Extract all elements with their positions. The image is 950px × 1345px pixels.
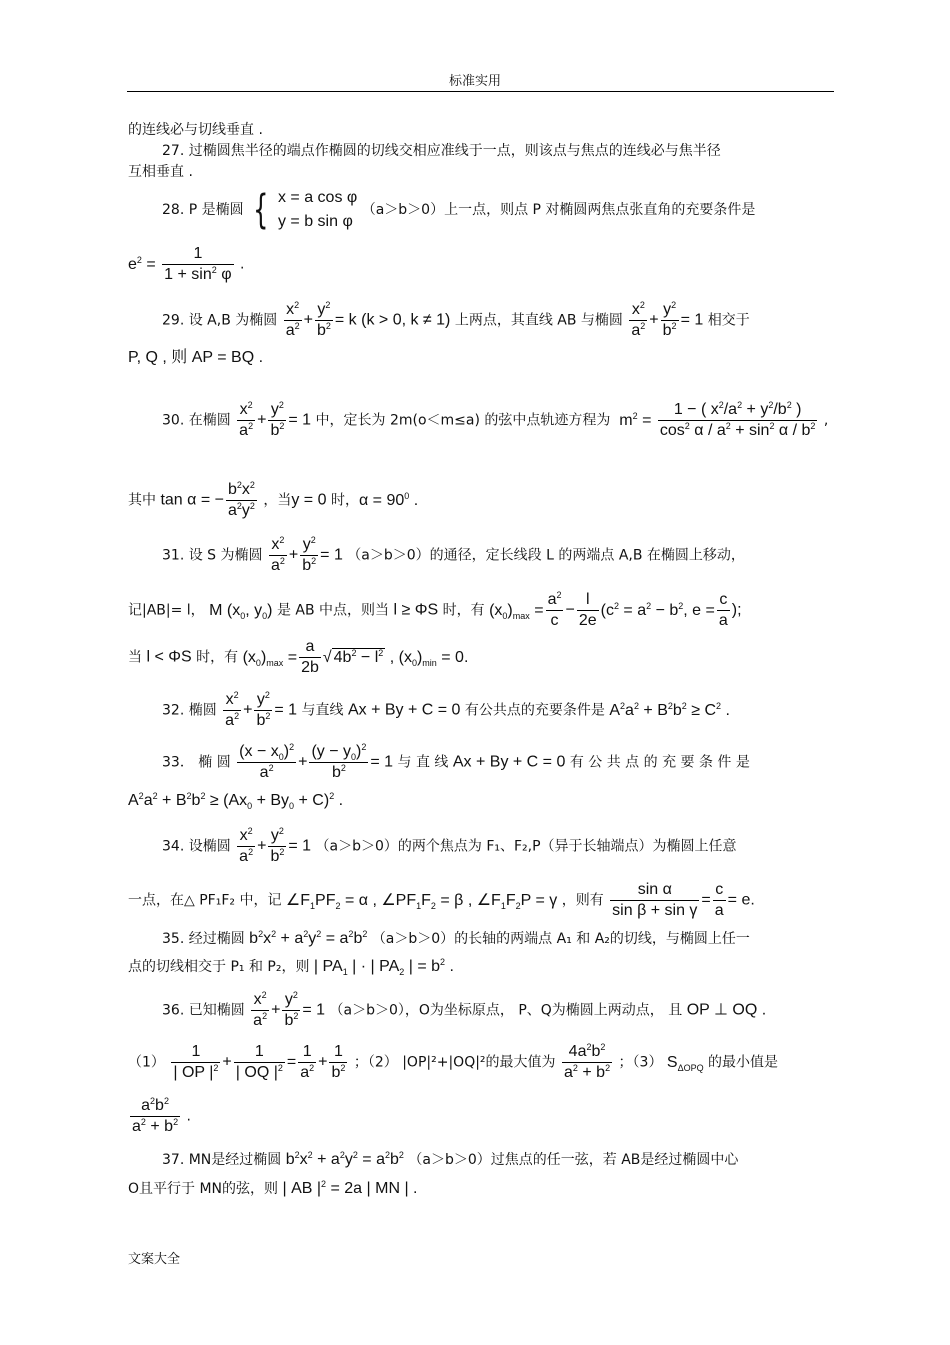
item-31-ab: 记|AB|= l， <box>128 602 205 619</box>
item-28-tail: （a＞b＞0）上一点，则点 P 对椭圆两焦点张直角的充要条件是 <box>361 202 756 218</box>
brace: { <box>253 187 269 233</box>
item-33: 33． 椭 圆 $\frac{(x - x_0)^2}{a^2}$ + $\frac{(y - y_0)^2}{b^2}$ = 1 与 直 线 Ax + By + C = 0 有 公 共 点 的 充 要 条 件 是 <box>162 742 750 781</box>
item-36-min: 的最小值是 <box>708 1054 779 1071</box>
item-29-text: 29. 设 A,B 为椭圆 <box>162 312 278 329</box>
item-30-text: 30. 在椭圆 <box>162 412 231 429</box>
item-32: 32. 椭圆 $\frac{x^2}{a^2}$ + $\frac{y^2}{b^2}$ = 1 与直线 Ax + By + C = 0 有公共点的充要条件是 $A^2a^2 + B^2b^2 \ge C^2$ . <box>162 690 730 729</box>
item-37: 37. MN是经过椭圆 $b^2x^2 + a^2y^2 = a^2b^2$ （a＞b＞0）过焦点的任一弦，若 AB是经过椭圆中心 <box>162 1150 739 1168</box>
item-31-mid: 是 AB 中点，则当 <box>276 602 390 619</box>
item-31-tail: （a＞b＞0）的通径，定长线段 L 的两端点 A,B 在椭圆上移动， <box>347 547 745 564</box>
item-34-tail: （a＞b＞0）的两个焦点为 F₁、F₂,P（异于长轴端点）为椭圆上任意 <box>315 838 737 855</box>
item-35-cont: 点的切线相交于 P₁ 和 P₂，则 | $PA_1$ | · | $PA_2$ | = $b^2$ . <box>128 957 454 977</box>
item-36-tail: （a＞b＞0），O为坐标原点， P、Q为椭圆上两动点， 且 <box>329 1002 683 1019</box>
text-line: 的连线必与切线垂直 . <box>128 122 263 138</box>
item-28-formula: $e^2$ = $\frac{1}{1 + \sin^2 \varphi}$ . <box>128 245 245 283</box>
item-35-text: 35. 经过椭圆 <box>162 931 245 947</box>
item-31-text: 31. 设 S 为椭圆 <box>162 547 263 564</box>
fraction: $\frac{1}{1 + \sin^2 \varphi}$ <box>164 245 232 283</box>
item-34-text: 34. 设椭圆 <box>162 838 231 855</box>
item-30: 30. 在椭圆 $\frac{x^2}{a^2}$ + $\frac{y^2}{b^2}$ = 1 中，定长为 2m(o＜m≤a) 的弦中点轨迹方程为 $m^2$ = $\frac{1 - ( x^2/a^2 + y^2/b^2 )}{\cos^2 \alpha / a^2 + \sin^2 \alpha / b^2}$ , <box>162 400 829 439</box>
item-29-mid: 上两点，其直线 AB 与椭圆 <box>454 312 623 329</box>
item-36-part2: ；（2） |OP|²+|OQ|²的最大值为 <box>353 1054 556 1071</box>
item-31: 31. 设 S 为椭圆 $\frac{x^2}{a^2}$ + $\frac{y^2}{b^2}$ = 1 （a＞b＞0）的通径，定长线段 L 的两端点 A,B 在椭圆上移动， <box>162 535 745 574</box>
item-34-line2: 一点，在△ PF₁F₂ 中，记 $\angle F_1PF_2 = \alpha$ , $\angle PF_1F_2 = \beta$ , $\angle F_1F_2P = \gamma$ ，则有 $\frac{\text{sin α}}{\text{sin β + sin γ}}$ = $\frac{c}{a}$ = e. <box>128 881 755 919</box>
item-28 <box>162 186 872 234</box>
item-31-when: 当 <box>128 649 142 666</box>
item-36-line2: （1） $\frac{1}{| OP |^2}$ + $\frac{1}{| OQ |^2}$ = $\frac{1}{a^2}$ + $\frac{1}{b^2}$ ；（2） |OP|²+|OQ|²的最大值为 $\frac{4a^2b^2}{a^2 + b^2}$ ；（3） $S_{\Delta OPQ}$ 的最小值是 <box>128 1042 779 1081</box>
page-footer: 文案大全 <box>128 1252 181 1267</box>
item-29: 29. 设 A,B 为椭圆 $\frac{x^2}{a^2}$ + $\frac{y^2}{b^2}$ = k (k > 0, k ≠ 1) 上两点，其直线 AB 与椭圆 $\frac{x^2}{a^2}$ + $\frac{y^2}{b^2}$ = 1 相交于 <box>162 300 750 339</box>
item-34-have: ，则有 <box>561 892 604 909</box>
item-32-text: 32. 椭圆 <box>162 702 217 719</box>
item-35-tail: （a＞b＞0）的长轴的两端点 A₁ 和 A₂的切线，与椭圆上任一 <box>371 931 750 947</box>
item-29-cont: P, Q , 则 AP = BQ . <box>128 349 264 366</box>
item-29-tail: 相交于 <box>707 312 750 329</box>
item-30-then: 时， <box>330 492 359 509</box>
item-31-line2: 记|AB|= l， M ($x_0$, $y_0$) 是 AB 中点，则当 l ≥ ΦS 时，有 $(x_0)_{max}$ = $\frac{a^2}{c}$ − $\frac{l}{2e}$ ($c^2 = a^2 - b^2$, e = $\frac{c}{a}$ ); <box>128 590 742 629</box>
param-system: x = a cos φ y = b sin φ <box>277 189 358 230</box>
item-37-cont: O且平行于 MN的弦，则 | AB $|^2 = 2a$ | MN | . <box>128 1179 418 1197</box>
item-31-have2: 时，有 <box>196 649 239 666</box>
item-33-tail: 有 公 共 点 的 充 要 条 件 是 <box>569 754 750 771</box>
item-36-text: 36. 已知椭圆 <box>162 1002 245 1019</box>
item-33-mid: 与 直 线 <box>397 754 449 771</box>
item-37-then: O且平行于 MN的弦，则 <box>128 1181 279 1197</box>
item-35: 35. 经过椭圆 $b^2x^2 + a^2y^2 = a^2b^2$ （a＞b＞0）的长轴的两端点 A₁ 和 A₂的切线，与椭圆上任一 <box>162 929 750 947</box>
item-30-where: 其中 <box>128 492 156 509</box>
item-30-mid: 中，定长为 2m(o＜m≤a) 的弦中点轨迹方程为 <box>315 412 611 429</box>
item-35-then: 点的切线相交于 P₁ 和 P₂，则 <box>128 959 310 975</box>
item-30-cont: 其中 tan α = − $\frac{b^2x^2}{a^2y^2}$ ，当y = 0 时，$\alpha = 90^0$ . <box>128 480 419 519</box>
item-27-cont: 互相垂直 . <box>128 164 193 180</box>
item-32-tail: 有公共点的充要条件是 <box>464 702 605 719</box>
item-33-cont: $A^2a^2 + B^2b^2 \ge (Ax_0 + By_0 + C)^2$ . <box>128 791 344 811</box>
header-rule <box>127 91 834 92</box>
item-32-mid: 与直线 <box>301 702 344 719</box>
item-34-triangle: 一点，在△ PF₁F₂ 中，记 <box>128 892 282 909</box>
item-36: 36. 已知椭圆 $\frac{x^2}{a^2}$ + $\frac{y^2}{b^2}$ = 1 （a＞b＞0），O为坐标原点， P、Q为椭圆上两动点， 且 OP ⊥ OQ . <box>162 990 767 1029</box>
item-36-part1: （1） <box>128 1054 165 1071</box>
item-30-when: ，当 <box>263 492 292 509</box>
item-27: 27. 过椭圆焦半径的端点作椭圆的切线交相应准线于一点，则该点与焦点的连线必与焦半径 <box>162 143 721 159</box>
item-33-text: 33． 椭 圆 <box>162 754 231 771</box>
item-37-text: 37. MN是经过椭圆 <box>162 1152 282 1168</box>
item-34: 34. 设椭圆 $\frac{x^2}{a^2}$ + $\frac{y^2}{b^2}$ = 1 （a＞b＞0）的两个焦点为 F₁、F₂,P（异于长轴端点）为椭圆上任意 <box>162 826 737 865</box>
locus-fraction: $\frac{1 - ( x^2/a^2 + y^2/b^2 )}{\cos^2 \alpha / a^2 + \sin^2 \alpha / b^2}$ <box>659 400 816 439</box>
item-31-line3: 当 l < ΦS 时，有 $(x_0)_{max}$ = $\frac{a}{2b}$ √ $4b^2 - l^2$ , $(x_0)_{min} = 0$. <box>128 638 469 676</box>
item-28-text: 28. P 是椭圆 <box>162 202 244 218</box>
item-37-tail: （a＞b＞0）过焦点的任一弦，若 AB是经过椭圆中心 <box>408 1152 739 1168</box>
item-36-part3: ；（3） <box>618 1054 663 1071</box>
page-header: 标准实用 <box>448 74 501 89</box>
item-31-have: 时，有 <box>442 602 485 619</box>
item-36-line3: $\frac{a^2b^2}{a^2 + b^2}$ . <box>132 1096 191 1135</box>
